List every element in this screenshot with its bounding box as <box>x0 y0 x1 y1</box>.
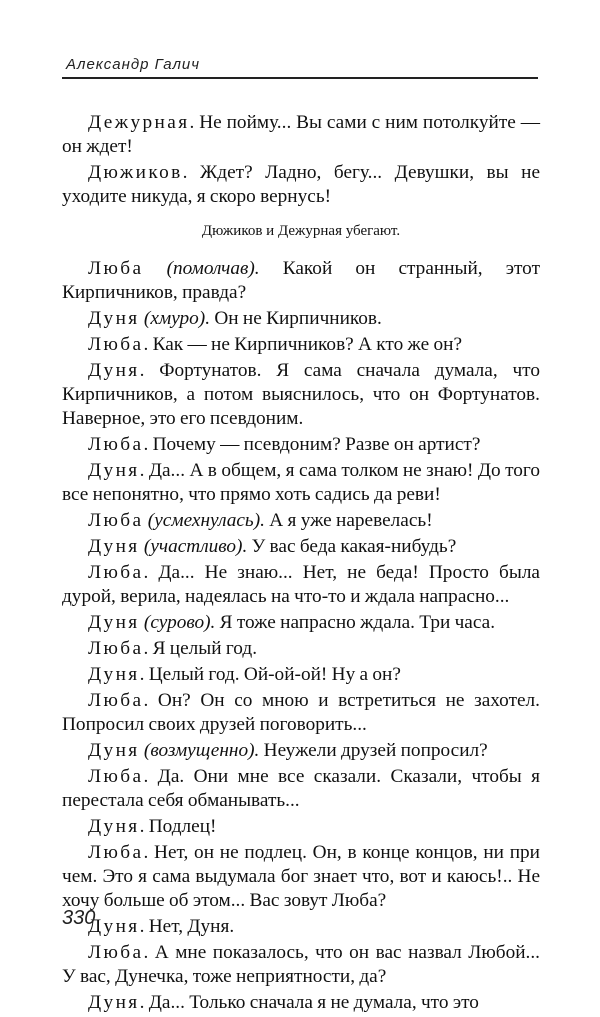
speech-text: У вас беда какая-нибудь? <box>247 536 457 557</box>
speaker-name: Люба <box>88 562 144 583</box>
dialogue-line <box>62 637 540 661</box>
speaker-name: Люба <box>88 842 144 863</box>
speech-text: А я уже наревелась! <box>264 510 433 531</box>
speech-text: Какой он странный, этот Кирпичников, правда? <box>62 258 540 303</box>
dialogue-line <box>62 611 540 635</box>
speaker-name: Дуня <box>88 308 140 329</box>
speech-text: . Целый год. Ой-ой-ой! Ну а он? <box>139 664 401 685</box>
dialogue-line <box>62 509 540 533</box>
speech-text: Я тоже напрасно ждала. Три часа. <box>215 612 496 633</box>
speaker-name: Люба <box>88 434 144 455</box>
dialogue-line <box>62 433 540 457</box>
speech-text: . Как — не Кирпичников? А кто же он? <box>143 334 462 355</box>
dialogue-line <box>62 915 540 939</box>
speaker-name: Дюжиков <box>88 162 183 183</box>
speech-text: . Нет, он не подлец. Он, в конце концов, ни при чем. Это я сама выдумала бог знает что, вот и каюсь!.. Не хочу больше об этом... Вас зовут Люба? <box>62 842 540 911</box>
speaker-name: Дуня <box>88 916 140 937</box>
speaker-name: Люба <box>88 334 144 355</box>
dialogue-block-main <box>62 257 540 1015</box>
dialogue-line <box>62 257 540 305</box>
speech-text: . Ждет? Ладно, бегу... Девушки, вы не уходите никуда, я скоро вернусь! <box>62 162 540 207</box>
speech-text: . Да... А в общем, я сама толком не знаю! До того все непонятно, что прямо хоть садись да реви! <box>62 460 540 505</box>
stage-remark: (хмуро). <box>139 308 211 329</box>
speech-text: . Почему — псевдоним? Разве он артист? <box>143 434 481 455</box>
speech-text: . Нет, Дуня. <box>139 916 235 937</box>
speech-text: . Да. Они мне все сказали. Сказали, чтобы я перестала себя обманывать... <box>62 766 540 811</box>
speaker-name: Люба <box>88 942 144 963</box>
dialogue-line <box>62 941 540 989</box>
dialogue-line <box>62 161 540 209</box>
dialogue-line <box>62 991 540 1015</box>
speaker-name: Дуня <box>88 536 140 557</box>
dialogue-line <box>62 815 540 839</box>
speech-text: . Не пойму... Вы сами с ним потолкуйте — он ждет! <box>62 112 540 157</box>
dialogue-line <box>62 663 540 687</box>
speech-text: Неужели друзей попросил? <box>259 740 488 761</box>
dialogue-line <box>62 333 540 357</box>
header-rule <box>62 77 538 79</box>
dialogue-line <box>62 689 540 737</box>
speaker-name: Дуня <box>88 460 140 481</box>
dialogue-line <box>62 359 540 431</box>
stage-remark: (сурово). <box>139 612 216 633</box>
stage-direction: Дюжиков и Дежурная убегают. <box>201 223 401 239</box>
stage-remark: (возмущенно). <box>139 740 260 761</box>
speech-text: . Фортунатов. Я сама сначала думала, что Кирпичников, а потом выяснилось, что он Фортунатов. Наверное, это его псевдоним. <box>62 360 540 429</box>
speaker-name: Дуня <box>88 612 140 633</box>
speaker-name: Дуня <box>88 360 140 381</box>
speech-text: . Да... Не знаю... Нет, не беда! Просто была дурой, верила, надеялась на что-то и ждала напрасно... <box>62 562 540 607</box>
speech-text: Он не Кирпичников. <box>210 308 382 329</box>
speaker-name: Дуня <box>88 992 140 1013</box>
dialogue-line <box>62 535 540 559</box>
dialogue-block-top <box>62 111 540 209</box>
dialogue-line <box>62 459 540 507</box>
stage-remark: (участливо). <box>139 536 248 557</box>
dialogue-line <box>62 561 540 609</box>
speech-text: . А мне показалось, что он вас назвал Любой... У вас, Дунечка, тоже неприятности, да? <box>62 942 540 987</box>
speaker-name: Дуня <box>88 816 140 837</box>
speech-text: . Я целый год. <box>143 638 258 659</box>
page-body <box>62 111 540 1017</box>
page-number: 330 <box>62 907 96 929</box>
dialogue-line <box>62 841 540 913</box>
speech-text: . Да... Только сначала я не думала, что это <box>139 992 479 1013</box>
speaker-name: Дежурная <box>88 112 190 133</box>
speaker-name: Люба <box>88 690 144 711</box>
speaker-name: Люба <box>88 258 144 279</box>
speech-text: . Он? Он со мною и встретиться не захотел. Попросил своих друзей поговорить... <box>62 690 540 735</box>
dialogue-line <box>62 765 540 813</box>
speaker-name: Люба <box>88 510 144 531</box>
dialogue-line <box>62 307 540 331</box>
running-head-author: Александр Галич <box>66 56 201 73</box>
speaker-name: Люба <box>88 766 144 787</box>
speech-text: . Подлец! <box>139 816 217 837</box>
dialogue-line <box>62 111 540 159</box>
dialogue-line <box>62 739 540 763</box>
stage-remark: (помолчав). <box>143 258 260 279</box>
speaker-name: Дуня <box>88 740 140 761</box>
stage-remark: (усмехнулась). <box>143 510 265 531</box>
speaker-name: Люба <box>88 638 144 659</box>
speaker-name: Дуня <box>88 664 140 685</box>
